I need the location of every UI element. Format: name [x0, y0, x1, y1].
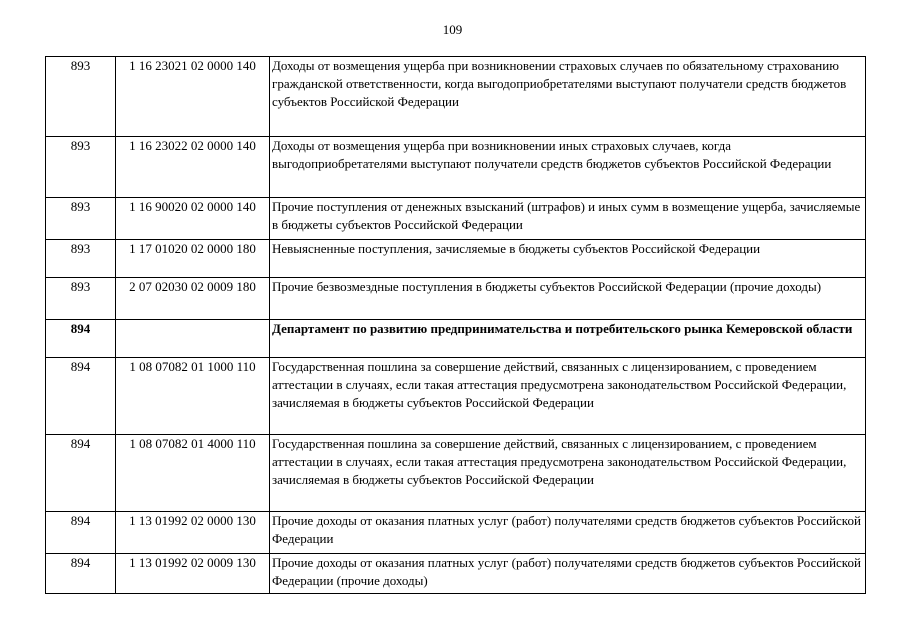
table-row — [46, 512, 866, 554]
revenue-name-cell: Прочие поступления от денежных взысканий (штрафов) и иных сумм в возмещение ущерба, зачисляемые в бюджеты субъектов Российской Федерации — [270, 198, 866, 240]
revenue-code-cell: 1 13 01992 02 0000 130 — [116, 512, 270, 554]
revenue-classification-table — [45, 56, 866, 594]
revenue-code-cell: 1 08 07082 01 4000 110 — [116, 435, 270, 512]
admin-code-cell: 894 — [46, 320, 116, 358]
revenue-code-cell — [116, 320, 270, 358]
revenue-code-cell: 1 17 01020 02 0000 180 — [116, 240, 270, 278]
revenue-code-cell: 1 08 07082 01 1000 110 — [116, 358, 270, 435]
admin-code-cell: 894 — [46, 358, 116, 435]
table-row — [46, 554, 866, 594]
revenue-name-cell: Невыясненные поступления, зачисляемые в бюджеты субъектов Российской Федерации — [270, 240, 866, 278]
revenue-name-cell: Прочие доходы от оказания платных услуг (работ) получателями средств бюджетов субъектов Российской Федерации (прочие доходы) — [270, 554, 866, 594]
admin-code-cell: 893 — [46, 278, 116, 320]
admin-code-cell: 893 — [46, 198, 116, 240]
revenue-name-cell: Департамент по развитию предпринимательства и потребительского рынка Кемеровской области — [270, 320, 866, 358]
table-row — [46, 240, 866, 278]
admin-code-cell: 893 — [46, 240, 116, 278]
revenue-name-cell: Прочие доходы от оказания платных услуг (работ) получателями средств бюджетов субъектов Российской Федерации — [270, 512, 866, 554]
admin-code-cell: 894 — [46, 435, 116, 512]
table-row — [46, 278, 866, 320]
revenue-code-cell: 1 16 23021 02 0000 140 — [116, 57, 270, 137]
revenue-code-cell: 1 16 90020 02 0000 140 — [116, 198, 270, 240]
table-row — [46, 198, 866, 240]
admin-code-cell: 894 — [46, 512, 116, 554]
revenue-code-cell: 2 07 02030 02 0009 180 — [116, 278, 270, 320]
table-row — [46, 435, 866, 512]
admin-code-cell: 893 — [46, 57, 116, 137]
admin-code-cell: 893 — [46, 137, 116, 198]
revenue-name-cell: Доходы от возмещения ущерба при возникновении иных страховых случаев, когда выгодоприобретателями выступают получатели средств бюджетов субъектов Российской Федерации — [270, 137, 866, 198]
admin-code-cell: 894 — [46, 554, 116, 594]
revenue-code-cell: 1 16 23022 02 0000 140 — [116, 137, 270, 198]
revenue-name-cell: Государственная пошлина за совершение действий, связанных с лицензированием, с проведением аттестации в случаях, если такая аттестация предусмотрена законодательством Российской Федерации, зачисляемая в бюджеты субъектов Российской Федерации — [270, 435, 866, 512]
revenue-name-cell: Государственная пошлина за совершение действий, связанных с лицензированием, с проведением аттестации в случаях, если такая аттестация предусмотрена законодательством Российской Федерации, зачисляемая в бюджеты субъектов Российской Федерации — [270, 358, 866, 435]
page-number: 109 — [442, 22, 463, 37]
table-row — [46, 358, 866, 435]
revenue-code-cell: 1 13 01992 02 0009 130 — [116, 554, 270, 594]
revenue-name-cell: Доходы от возмещения ущерба при возникновении страховых случаев по обязательному страхованию гражданской ответственности, когда выгодоприобретателями выступают получатели средств бюджетов субъектов Российской Федерации — [270, 57, 866, 137]
table-row — [46, 57, 866, 137]
table-row — [46, 137, 866, 198]
table-body — [46, 57, 866, 594]
revenue-name-cell: Прочие безвозмездные поступления в бюджеты субъектов Российской Федерации (прочие доходы) — [270, 278, 866, 320]
table-row — [46, 320, 866, 358]
